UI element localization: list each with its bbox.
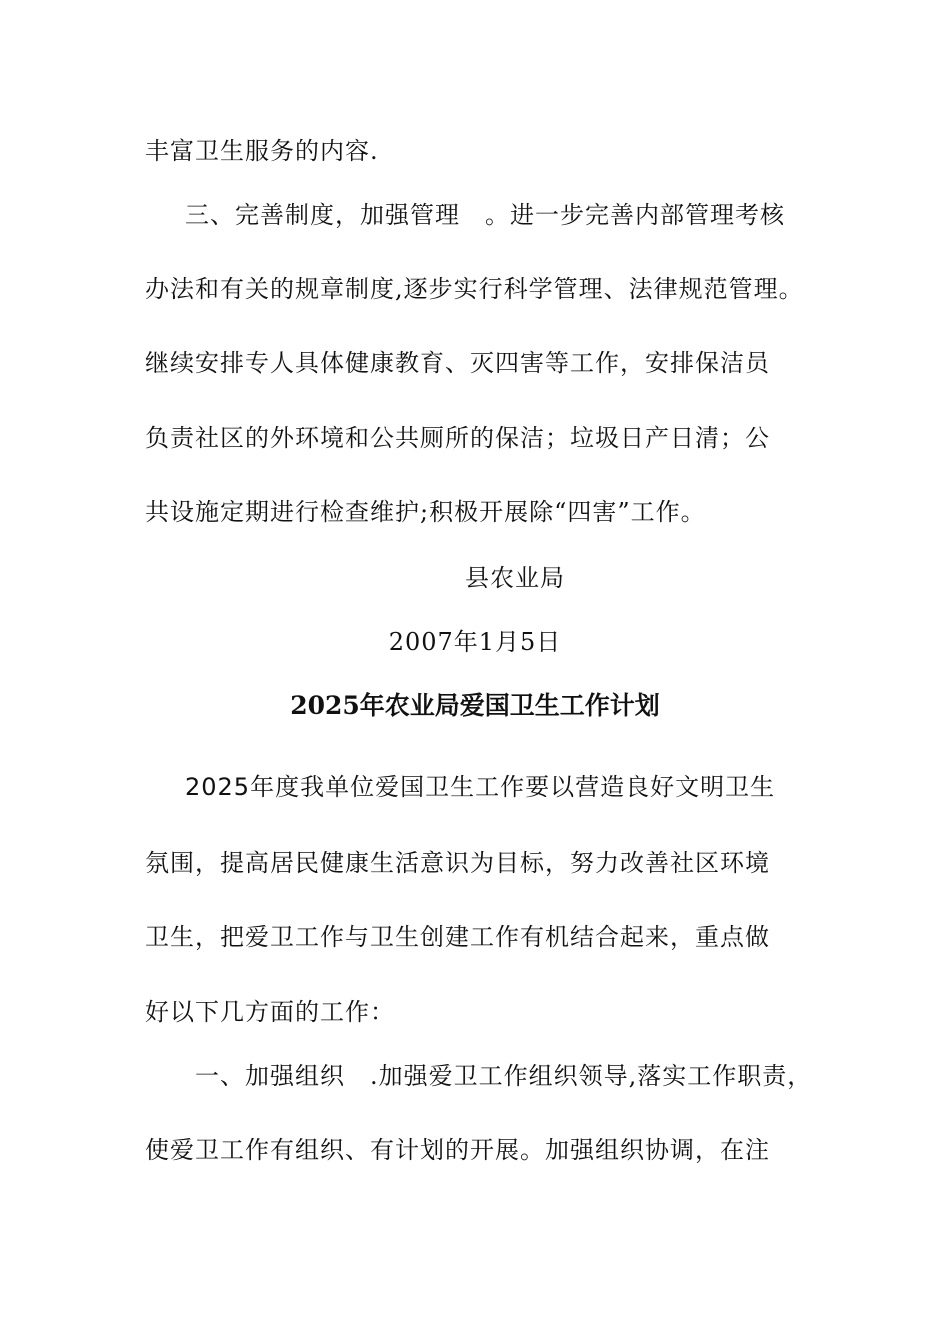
signature-org: 县农业局 xyxy=(465,564,565,592)
document-title: 2025年农业局爱国卫生工作计划 xyxy=(290,691,660,720)
body-text-line: 氛围，提高居民健康生活意识为目标，努力改善社区环境 xyxy=(145,849,770,877)
intro-year: 2025 xyxy=(185,773,251,801)
section-heading-line: 三、完善制度，加强管理 。进一步完善内部管理考核 xyxy=(185,201,785,229)
body-text-line: 负责社区的外环境和公共厕所的保洁；垃圾日产日清；公 xyxy=(145,424,770,452)
body-text-line: 使爱卫工作有组织、有计划的开展。加强组织协调，在注 xyxy=(145,1136,770,1164)
body-text-line: 丰富卫生服务的内容. xyxy=(145,137,379,165)
body-text-line: 继续安排专人具体健康教育、灭四害等工作，安排保洁员 xyxy=(145,349,770,377)
body-text-line: 办法和有关的规章制度,逐步实行科学管理、法律规范管理。 xyxy=(145,275,804,303)
body-text-line: 好以下几方面的工作： xyxy=(145,998,395,1026)
intro-line-rest: 年度我单位爱国卫生工作要以营造良好文明卫生 xyxy=(250,773,776,801)
signature-date: 2007年1月5日 xyxy=(388,628,562,656)
section-heading-line: 一、加强组织 .加强爱卫工作组织领导,落实工作职责， xyxy=(195,1062,813,1090)
intro-line xyxy=(185,772,875,802)
body-text-line: 卫生，把爱卫工作与卫生创建工作有机结合起来，重点做 xyxy=(145,923,770,951)
body-text-line: 共设施定期进行检查维护;积极开展除“四害”工作。 xyxy=(145,498,706,526)
